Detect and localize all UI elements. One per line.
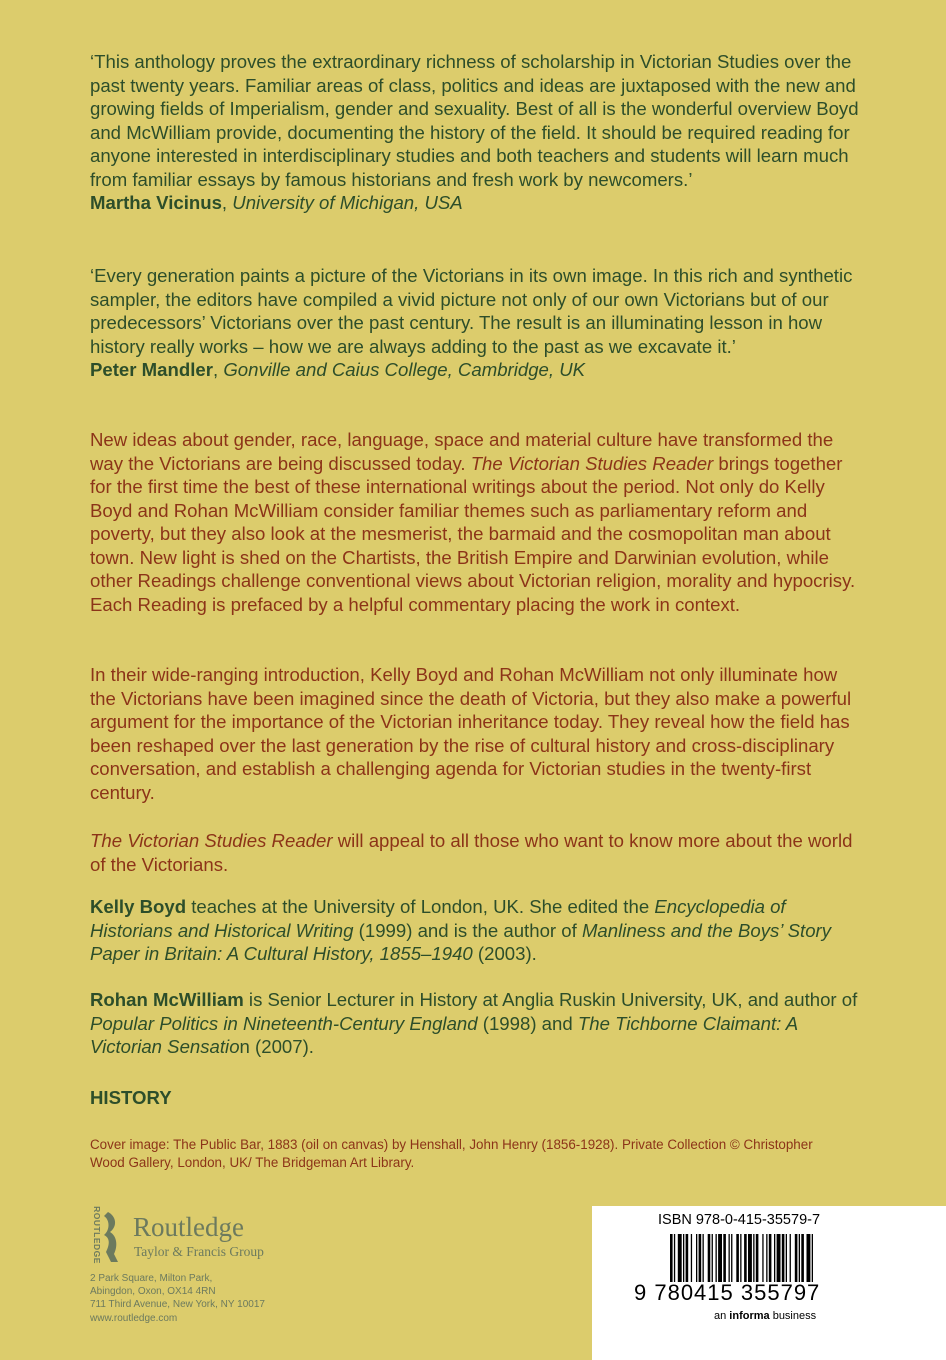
description-paragraph-3 — [90, 829, 860, 876]
subject-category: HISTORY — [90, 1087, 172, 1108]
description-paragraph-2 — [90, 663, 860, 804]
quote-text: ‘This anthology proves the extraordinary richness of scholarship in Victorian Studies over the past twenty years. Familiar areas of class, politics and ideas are juxtaposed with the new and growing fields of Imperialism, gender and sexuality. Best of all is the wonderful overview Boyd and McWilliam provide, documenting the history of the field. It should be required reading for anyone interested in interdisciplinary studies and both teachers and students will learn much from familiar essays by famous historians and fresh work by newcomers.’ — [90, 51, 859, 190]
barcode — [670, 1234, 860, 1282]
bio-text: (1999) and is the author of — [353, 919, 582, 941]
barcode-bar — [740, 1234, 741, 1282]
barcode-bar — [777, 1234, 781, 1282]
barcode-bar — [786, 1234, 787, 1282]
publisher-vertical-wordmark: ROUTLEDGE — [91, 1206, 102, 1264]
informa-tagline — [714, 1310, 816, 1322]
bio-text: (1998) and — [477, 1012, 578, 1034]
barcode-bar — [729, 1234, 730, 1282]
barcode-bar — [699, 1234, 702, 1282]
description-text: In their wide-ranging introduction, Kelly Boyd and Rohan McWilliam not only illuminate how the Victorians have been imagined since the death of Victoria, but they also make a powerful argument for the importance of the Victorian inheritance today. They reveal how the field has been reshaped over the last generation by the rise of cultural history and cross-disciplinary conversation, and establish a challenging agenda for Victorian studies in the twenty-first century. — [90, 664, 852, 803]
isbn-digits: 9 780415 355797 — [634, 1280, 821, 1305]
bio-text: (2003). — [472, 943, 537, 964]
bio-book-title: Encyclopedia of Historians and Historical Writing — [90, 896, 786, 941]
bio-book-title: Manliness and the Boys’ Story Paper in Britain: A Cultural History, 1855–1940 — [90, 919, 832, 964]
informa-wordmark: informa — [729, 1310, 770, 1322]
editor-name: Rohan McWilliam — [90, 989, 244, 1010]
barcode-bar — [799, 1234, 800, 1282]
barcode-bar — [703, 1234, 704, 1282]
cover-image-credit: Cover image: The Public Bar, 1883 (oil on canvas) by Henshall, John Henry (1856-1928). Private Collection © Christopher Wood Gallery, London, UK/ The Bridgeman Art Library. — [90, 1137, 813, 1170]
quote-author: Martha Vicinus — [90, 192, 222, 213]
book-title: The Victorian Studies Reader — [90, 830, 333, 851]
barcode-bar — [782, 1234, 785, 1282]
barcode-bar — [686, 1234, 689, 1282]
barcode-bar — [801, 1234, 804, 1282]
barcode-bar — [716, 1234, 717, 1282]
barcode-bar — [718, 1234, 722, 1282]
barcode-bar — [678, 1234, 682, 1282]
barcode-bar — [762, 1234, 763, 1282]
quote-author: Peter Mandler — [90, 359, 213, 380]
description-text: brings together for the first time the best of these international writings about the period. Not only do Kelly Boyd and Rohan McWilliam consider familiar themes such as parliamentary reform and poverty, but they also look at the mesmerist, the barmaid and the cosmopolitan man about town. New light is shed on the Chartists, the British Empire and Darwinian evolution, while other Readings challenge conventional views about Victorian religion, morality and hypocrisy. Each Reading is prefaced by a helpful commentary placing the work in context. — [90, 452, 856, 615]
quote-separator: , — [221, 192, 233, 213]
bio-text: n (2007). — [239, 1036, 314, 1057]
description-paragraph-1 — [90, 428, 860, 616]
barcode-bar — [807, 1234, 811, 1282]
barcode-bar — [691, 1234, 692, 1282]
tagline-text: business — [769, 1310, 817, 1322]
barcode-bar — [683, 1234, 684, 1282]
quote-affiliation: Gonville and Caius College, Cambridge, UK — [223, 359, 586, 380]
barcode-bar — [766, 1234, 767, 1282]
barcode-bar — [774, 1234, 775, 1282]
bio-text: teaches at the University of London, UK. She edited the — [186, 896, 655, 917]
bio-book-title: The Tichborne Claimant: A Victorian Sensatio — [90, 1012, 798, 1057]
isbn-barcode-box — [592, 1206, 946, 1360]
barcode-bar — [712, 1234, 713, 1282]
editor-name: Kelly Boyd — [90, 896, 187, 917]
barcode-bar — [736, 1234, 739, 1282]
quote-separator: , — [212, 359, 224, 380]
address-line: Abingdon, Oxon, OX14 4RN — [90, 1286, 216, 1298]
quote-text: ‘Every generation paints a picture of the Victorians in its own image. In this rich and synthetic sampler, the editors have compiled a vivid picture not only of our own Victorians but of our predecessors’ Victorians over the past century. The result is an illuminating lesson in how history really works – how we are always adding to the past as we excavate it.’ — [90, 265, 853, 357]
review-quote-vicinus — [90, 50, 860, 215]
isbn-label: ISBN 978-0-415-35579-7 — [658, 1212, 821, 1228]
barcode-bar — [723, 1234, 726, 1282]
bio-text: is Senior Lecturer in History at Anglia Ruskin University, UK, and author of — [243, 989, 858, 1010]
editor-bio-mcwilliam — [90, 988, 860, 1059]
barcode-bar — [795, 1234, 798, 1282]
barcode-bar — [696, 1234, 697, 1282]
address-line: 2 Park Square, Milton Park, — [90, 1273, 213, 1284]
barcode-bar — [812, 1234, 813, 1282]
description-text: New ideas about gender, race, language, space and material culture have transformed the way the Victorians are being discussed today. — [90, 429, 834, 474]
quote-affiliation: University of Michigan, USA — [232, 192, 463, 213]
editor-bio-boyd — [90, 895, 860, 966]
barcode-bar — [748, 1234, 752, 1282]
barcode-bar — [670, 1234, 673, 1282]
barcode-bar — [756, 1234, 759, 1282]
tagline-text: an — [714, 1310, 730, 1322]
publisher-website: www.routledge.com — [90, 1312, 178, 1324]
bio-book-title: Popular Politics in Nineteenth-Century England — [90, 1012, 478, 1034]
review-quote-mandler — [90, 264, 860, 382]
barcode-bar — [674, 1234, 675, 1282]
publisher-name: Routledge — [133, 1212, 244, 1242]
publisher-logo — [90, 1208, 290, 1268]
barcode-bar — [731, 1234, 732, 1282]
barcode-bar — [708, 1234, 711, 1282]
description-text: will appeal to all those who want to know more about the world of the Victorians. — [90, 830, 853, 875]
publisher-group: Taylor & Francis Group — [134, 1244, 264, 1259]
publisher-address — [90, 1272, 265, 1325]
book-title: The Victorian Studies Reader — [470, 452, 714, 474]
barcode-bar — [744, 1234, 747, 1282]
address-line: 711 Third Avenue, New York, NY 10017 — [90, 1299, 265, 1311]
barcode-bar — [790, 1234, 791, 1282]
barcode-bar — [769, 1234, 772, 1282]
barcode-bar — [753, 1234, 754, 1282]
